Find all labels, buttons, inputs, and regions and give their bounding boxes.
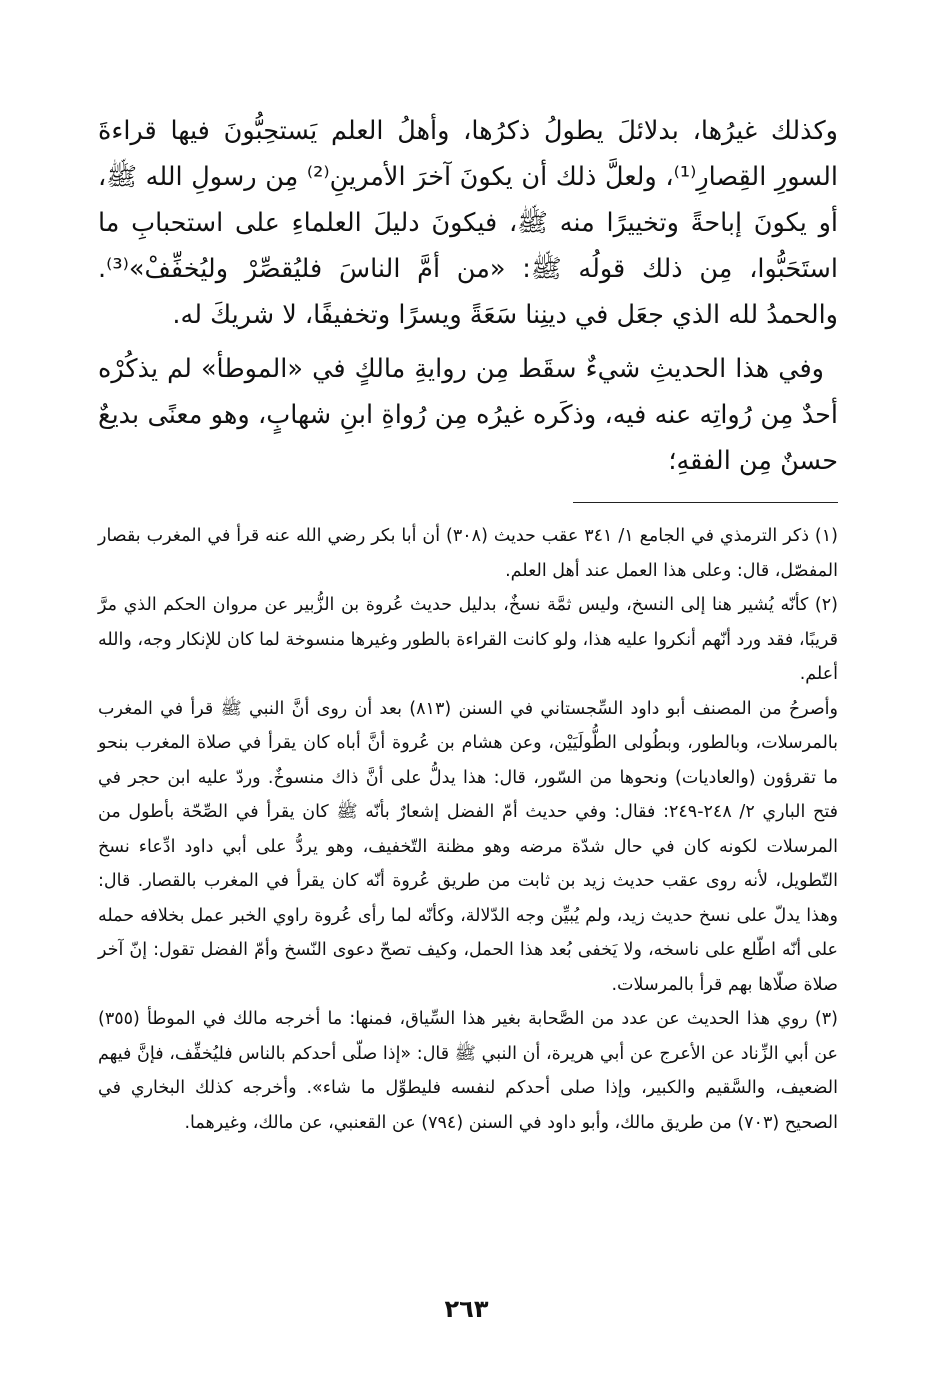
footnotes [98,519,838,1140]
footnote-separator [573,502,838,503]
footnote-1: (١) ذكر الترمذي في الجامع ١/ ٣٤١ عقب حديث (٣٠٨) أن أبا بكر رضي الله عنه قرأ في المغرب بقصار المفصّل، قال: وعلى هذا العمل عند أهل العلم. [98,526,838,581]
page-number: ٢٦٣ [444,1295,489,1323]
main-text [98,108,838,484]
footnote-2-continuation: وأصرحُ من المصنف أبو داود السِّجستاني في السنن (٨١٣) بعد أن روى أنَّ النبي ﷺ قرأ في المغرب بالمرسلات، وبالطور، وبطُولى الطُّولَيَيْن، وعن هشام بن عُروة أنَّ أباه كان يقرأ في صلاة المغرب بنحو ما تقرؤون (والعاديات) ونحوها من السّور، قال: هذا يدلُّ على أنَّ ذاك منسوخٌ. وردّ عليه ابن حجر في فتح الباري ٢/ ٢٤٨-٢٤٩: فقال: وفي حديث أمّ الفضل إشعارٌ بأنّه ﷺ كان يقرأ في الصِّحّة بأطول من المرسلات لكونه كان في حال شدّة مرضه وهو مظنة التّخفيف، وهو يردُّ على أبي داود ادِّعاء نسخ التّطويل، لأنه روى عقب حديث زيد بن ثابت من طريق عُروة أنّه كان يقرأ في المغرب بالقصار. قال: وهذا يدلّ على نسخ حديث زيد، ولم يُبيِّن وجه الدّلالة، وكأنّه لما رأى عُروة راوي الخبر عمل بخلافه حمله على أنّه اطّلع على ناسخه، ولا يَخفى بُعد هذا الحمل، وكيف تصحّ دعوى النّسخ وأمّ الفضل تقول: إنّ آخر صلاة صلّاها بهم قرأ بالمرسلات. [98,698,838,995]
page-body [98,108,838,1140]
main-paragraph-2: وفي هذا الحديثِ شيءٌ سقَط مِن روايةِ مالكٍ في «الموطأ» لم يذكُرْه أحدٌ مِن رُواتِه عنه فيه، وذكَره غيرُه مِن رُواةِ ابنِ شهابٍ، وهو معنًى بديعٌ حسنٌ مِن الفقهِ؛ [98,354,838,476]
footnote-3: (٣) روي هذا الحديث عن عدد من الصَّحابة بغير هذا السِّياق، فمنها: ما أخرجه مالك في الموطأ (٣٥٥) عن أبي الزِّناد عن الأعرج عن أبي هريرة، أن النبي ﷺ قال: «إذا صلّى أحدكم بالناس فليُخفِّف، فإنَّ فيهم الضعيف، والسَّقيم والكبير، وإذا صلى أحدكم لنفسه فليطوِّل ما شاء». وأخرجه كذلك البخاري في الصحيح (٧٠٣) من طريق مالك، وأبو داود في السنن (٧٩٤) عن القعنبي، عن مالك، وغيرهما. [98,1009,838,1133]
footnote-2: (٢) كأنّه يُشير هنا إلى النسخ، وليس ثمَّة نسخٌ، بدليل حديث عُروة بن الزُّبير عن مروان الحكم الذي مرَّ قريبًا، فقد ورد أنّهم أنكروا عليه هذا، ولو كانت القراءة بالطور وغيرها منسوخة لما كان للإنكار وجه، والله أعلم. [98,595,838,684]
main-paragraph-1: وكذلك غيرُها، بدلائلَ يطولُ ذكرُها، وأهلُ العلم يَستحِبُّونَ فيها قراءةَ السورِ القِصارِ⁽¹⁾، ولعلَّ ذلك أن يكونَ آخرَ الأمرينِ⁽²⁾ مِن رسولِ الله ﷺ، أو يكونَ إباحةً وتخييرًا منه ﷺ، فيكونَ دليلَ العلماءِ على استحبابِ ما استَحَبُّوا، مِن ذلك قولُه ﷺ: «من أمَّ الناسَ فليُقصِّرْ وليُخفِّفْ»⁽³⁾. والحمدُ لله الذي جعَل في دينِنا سَعَةً ويسرًا وتخفيفًا، لا شريكَ له. [98,116,838,330]
